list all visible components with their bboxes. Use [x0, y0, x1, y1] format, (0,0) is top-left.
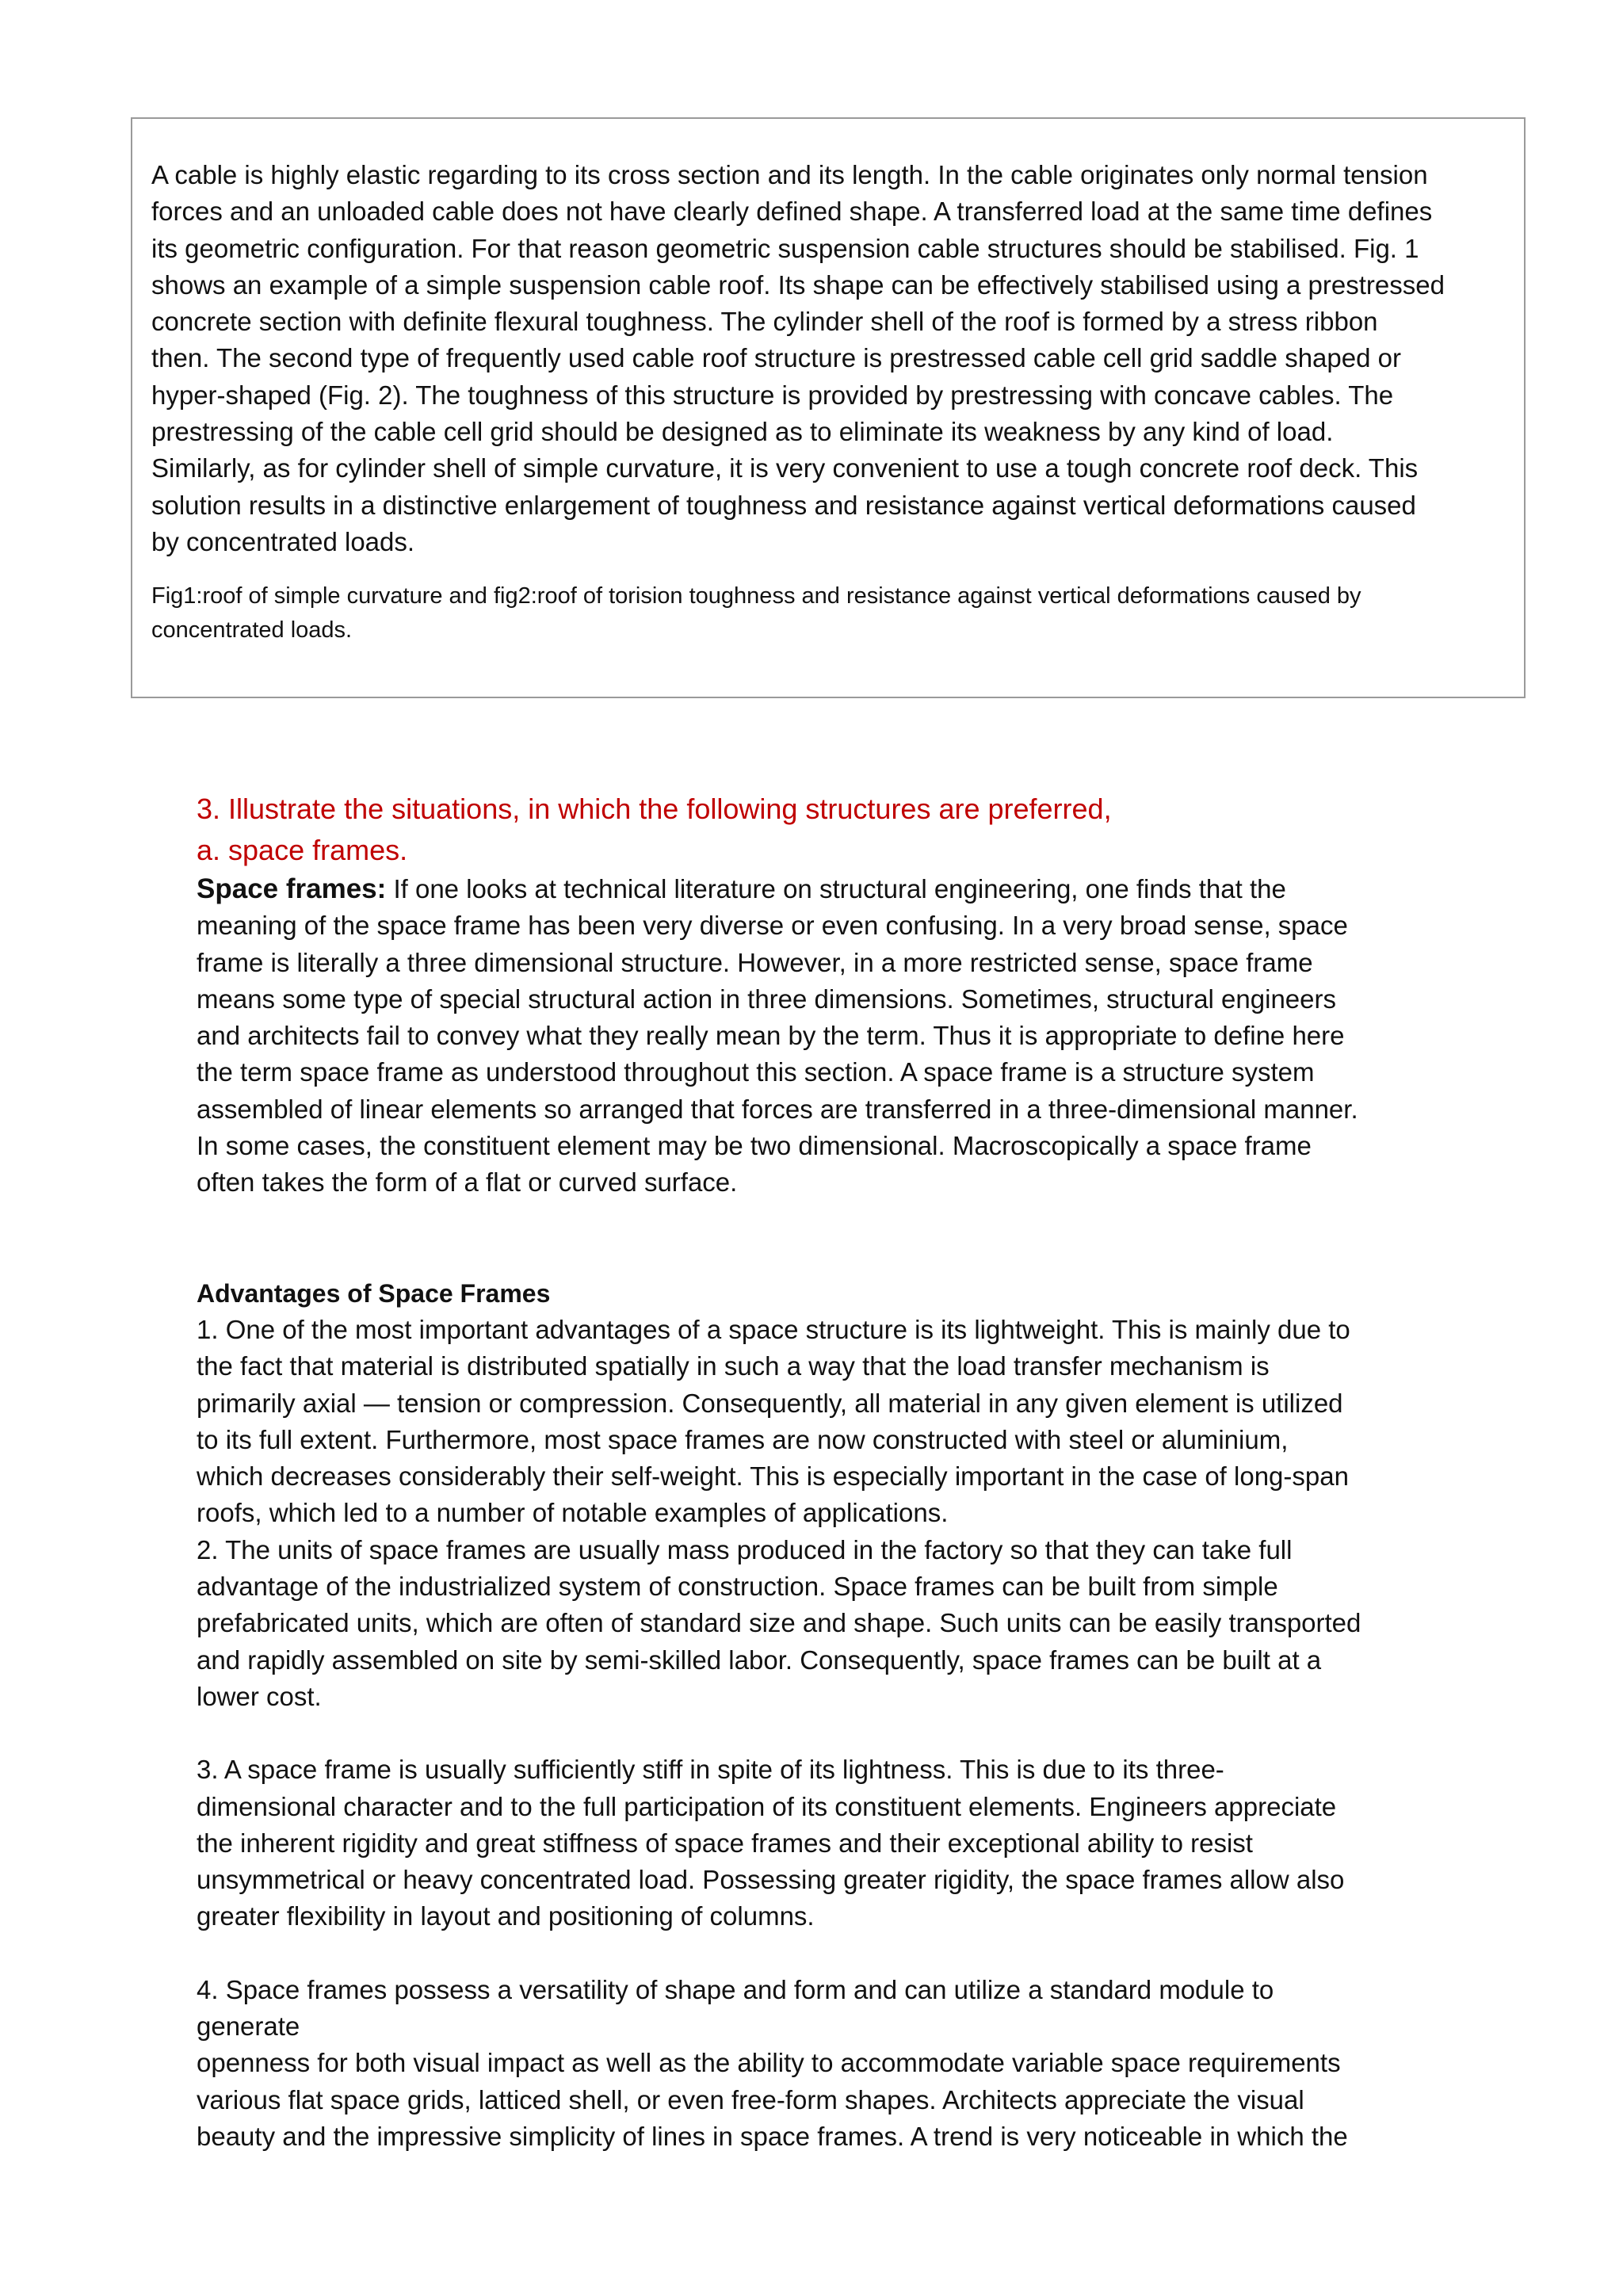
space-frames-definition	[197, 871, 1544, 1201]
cable-roof-text-box	[131, 117, 1526, 698]
question-subheading: a. space frames.	[197, 834, 408, 866]
figure-caption: Fig1:roof of simple curvature and fig2:roof of torision toughness and resistance against vertical deformations caused by concentrated loads.	[151, 583, 1361, 644]
cable-roof-paragraph: A cable is highly elastic regarding to its cross section and its length. In the cable originates only normal tension forces and an unloaded cable does not have clearly defined shape. A transferred load at the same time defines its geometric configuration. For that reason geometric suspension cable structures should be stabilised. Fig. 1 shows an example of a simple suspension cable roof. Its shape can be effectively stabilised using a prestressed concrete section with definite flexural toughness. The cylinder shell of the roof is formed by a stress ribbon then. The second type of frequently used cable roof structure is prestressed cable cell grid saddle shaped or hyper-shaped (Fig. 2). The toughness of this structure is provided by prestressing with concave cables. The prestressing of the cable cell grid should be designed as to eliminate its weakness by any kind of load. Similarly, as for cylinder shell of simple curvature, it is very convenient to use a tough concrete roof deck. This solution results in a distinctive enlargement of toughness and resistance against vertical deformations caused by concentrated loads.	[151, 160, 1445, 556]
advantage-item-1: 1. One of the most important advantages of a space structure is its lightweight. This is mainly due to the fact that material is distributed spatially in such a way that the load transfer mechanism is primarily axial — tension or compression. Consequently, all material in any given element is utilized to its full extent. Furthermore, most space frames are now constructed with steel or aluminium, which decreases considerably their self-weight. This is especially important in the case of long-span roofs, which led to a number of notable examples of applications.	[197, 1314, 1350, 1528]
main-content	[197, 789, 1544, 2155]
advantage-item-4: 4. Space frames possess a versatility of shape and form and can utilize a standard module to generate openness for both visual impact as well as the ability to accommodate variable space requirements various flat space grids, latticed shell, or even free-form shapes. Architects appreciate the visual beauty and the impressive simplicity of lines in space frames. A trend is very noticeable in which the	[197, 1974, 1348, 2151]
advantage-item-2: 2. The units of space frames are usually mass produced in the factory so that they can take full advantage of the industrialized system of construction. Space frames can be built from simple prefabricated units, which are often of standard size and shape. Such units can be easily transported and rapidly assembled on site by semi-skilled labor. Consequently, space frames can be built at a lower cost.	[197, 1534, 1361, 1711]
advantage-item-3: 3. A space frame is usually sufficiently stiff in spite of its lightness. This is due to its three- dimensional character and to the full participation of its constituent elements. Engineers appreciate the inherent rigidity and great stiffness of space frames and their exceptional ability to resist unsymmetrical or heavy concentrated load. Possessing greater rigidity, the space frames allow also greater flexibility in layout and positioning of columns.	[197, 1755, 1345, 1931]
question-heading: 3. Illustrate the situations, in which the following structures are preferred,	[197, 793, 1112, 825]
space-frames-lead: Space frames:	[197, 873, 387, 904]
space-frames-body: If one looks at technical literature on structural engineering, one finds that the meaning of the space frame has been very diverse or even confusing. In a very broad sense, space frame is literally a three dimensional structure. However, in a more restricted sense, space frame means some type of special structural action in three dimensions. Sometimes, structural engineers and architects fail to convey what they really mean by the term. Thus it is appropriate to define here the term space frame as understood throughout this section. A space frame is a structure system assembled of linear elements so arranged that forces are transferred in a three-dimensional manner. In some cases, the constituent element may be two dimensional. Macroscopically a space frame often takes the form of a flat or curved surface.	[197, 874, 1358, 1198]
advantages-heading: Advantages of Space Frames	[197, 1278, 551, 1308]
